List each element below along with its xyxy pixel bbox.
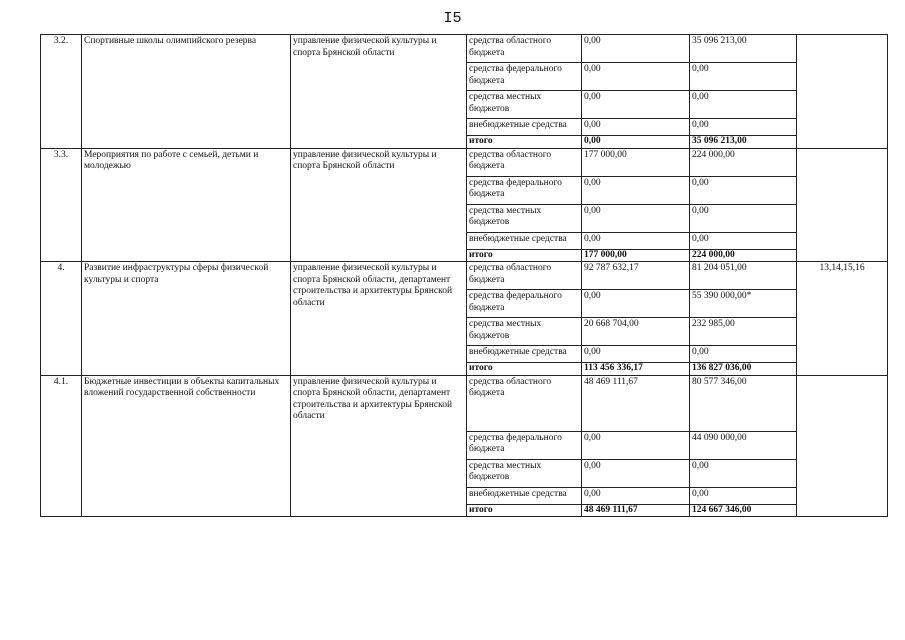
funding-source: итого — [467, 136, 582, 149]
amount-col-1: 0,00 — [582, 487, 690, 504]
indicator-refs — [797, 148, 888, 262]
funding-source: итого — [467, 504, 582, 517]
indicator-refs — [797, 375, 888, 517]
amount-col-2: 124 667 346,00 — [690, 504, 797, 517]
item-number: 4.1. — [41, 375, 82, 517]
table-row — [41, 148, 888, 176]
amount-col-2: 0,00 — [690, 63, 797, 91]
amount-col-1: 0,00 — [582, 290, 690, 318]
amount-col-1: 177 000,00 — [582, 148, 690, 176]
funding-source: внебюджетные средства — [467, 487, 582, 504]
amount-col-1: 177 000,00 — [582, 249, 690, 262]
item-number: 3.3. — [41, 148, 82, 262]
item-number: 4. — [41, 262, 82, 376]
funding-source: внебюджетные средства — [467, 119, 582, 136]
funding-source: итого — [467, 363, 582, 376]
amount-col-1: 0,00 — [582, 431, 690, 459]
funding-source: итого — [467, 249, 582, 262]
funding-source: средства областного бюджета — [467, 375, 582, 431]
item-number: 3.2. — [41, 35, 82, 149]
amount-col-2: 224 000,00 — [690, 148, 797, 176]
amount-col-1: 48 469 111,67 — [582, 375, 690, 431]
item-name: Развитие инфраструктуры сферы физической культуры и спорта — [82, 262, 291, 376]
amount-col-2: 232 985,00 — [690, 318, 797, 346]
funding-source: средства местных бюджетов — [467, 459, 582, 487]
amount-col-2: 224 000,00 — [690, 249, 797, 262]
amount-col-2: 0,00 — [690, 204, 797, 232]
amount-col-1: 0,00 — [582, 204, 690, 232]
amount-col-1: 0,00 — [582, 119, 690, 136]
amount-col-1: 0,00 — [582, 91, 690, 119]
table-row — [41, 262, 888, 290]
funding-source: средства областного бюджета — [467, 262, 582, 290]
amount-col-2: 0,00 — [690, 232, 797, 249]
indicator-refs — [797, 35, 888, 149]
indicator-refs: 13,14,15,16 — [797, 262, 888, 376]
amount-col-2: 44 090 000,00 — [690, 431, 797, 459]
amount-col-2: 81 204 051,00 — [690, 262, 797, 290]
table-row — [41, 375, 888, 431]
funding-source: средства федерального бюджета — [467, 176, 582, 204]
amount-col-2: 55 390 000,00* — [690, 290, 797, 318]
amount-col-2: 0,00 — [690, 176, 797, 204]
amount-col-1: 0,00 — [582, 63, 690, 91]
amount-col-1: 113 456 336,17 — [582, 363, 690, 376]
funding-source: средства местных бюджетов — [467, 204, 582, 232]
funding-source: средства федерального бюджета — [467, 290, 582, 318]
amount-col-2: 0,00 — [690, 119, 797, 136]
amount-col-2: 0,00 — [690, 91, 797, 119]
funding-source: средства федерального бюджета — [467, 431, 582, 459]
funding-source: внебюджетные средства — [467, 232, 582, 249]
amount-col-2: 136 827 036,00 — [690, 363, 797, 376]
amount-col-2: 80 577 346,00 — [690, 375, 797, 431]
amount-col-1: 0,00 — [582, 346, 690, 363]
funding-source: средства федерального бюджета — [467, 63, 582, 91]
amount-col-2: 0,00 — [690, 459, 797, 487]
item-executor: управление физической культуры и спорта Брянской области, департамент строительства и архитектуры Брянской области — [291, 262, 467, 376]
funding-source: внебюджетные средства — [467, 346, 582, 363]
budget-table — [40, 34, 888, 517]
funding-source: средства областного бюджета — [467, 35, 582, 63]
amount-col-1: 0,00 — [582, 136, 690, 149]
table-row — [41, 35, 888, 63]
amount-col-2: 35 096 213,00 — [690, 35, 797, 63]
page-number: I5 — [443, 10, 462, 27]
item-executor: управление физической культуры и спорта Брянской области, департамент строительства и архитектуры Брянской области — [291, 375, 467, 517]
amount-col-1: 48 469 111,67 — [582, 504, 690, 517]
item-name: Спортивные школы олимпийского резерва — [82, 35, 291, 149]
funding-source: средства областного бюджета — [467, 148, 582, 176]
item-executor: управление физической культуры и спорта Брянской области — [291, 148, 467, 262]
amount-col-2: 0,00 — [690, 487, 797, 504]
funding-source: средства местных бюджетов — [467, 91, 582, 119]
funding-source: средства местных бюджетов — [467, 318, 582, 346]
amount-col-1: 20 668 704,00 — [582, 318, 690, 346]
amount-col-1: 0,00 — [582, 459, 690, 487]
item-name: Мероприятия по работе с семьей, детьми и молодежью — [82, 148, 291, 262]
amount-col-1: 0,00 — [582, 35, 690, 63]
amount-col-1: 0,00 — [582, 176, 690, 204]
amount-col-1: 92 787 632,17 — [582, 262, 690, 290]
amount-col-2: 0,00 — [690, 346, 797, 363]
amount-col-1: 0,00 — [582, 232, 690, 249]
item-executor: управление физической культуры и спорта Брянской области — [291, 35, 467, 149]
amount-col-2: 35 096 213,00 — [690, 136, 797, 149]
item-name: Бюджетные инвестиции в объекты капитальных вложений государственной собственности — [82, 375, 291, 517]
